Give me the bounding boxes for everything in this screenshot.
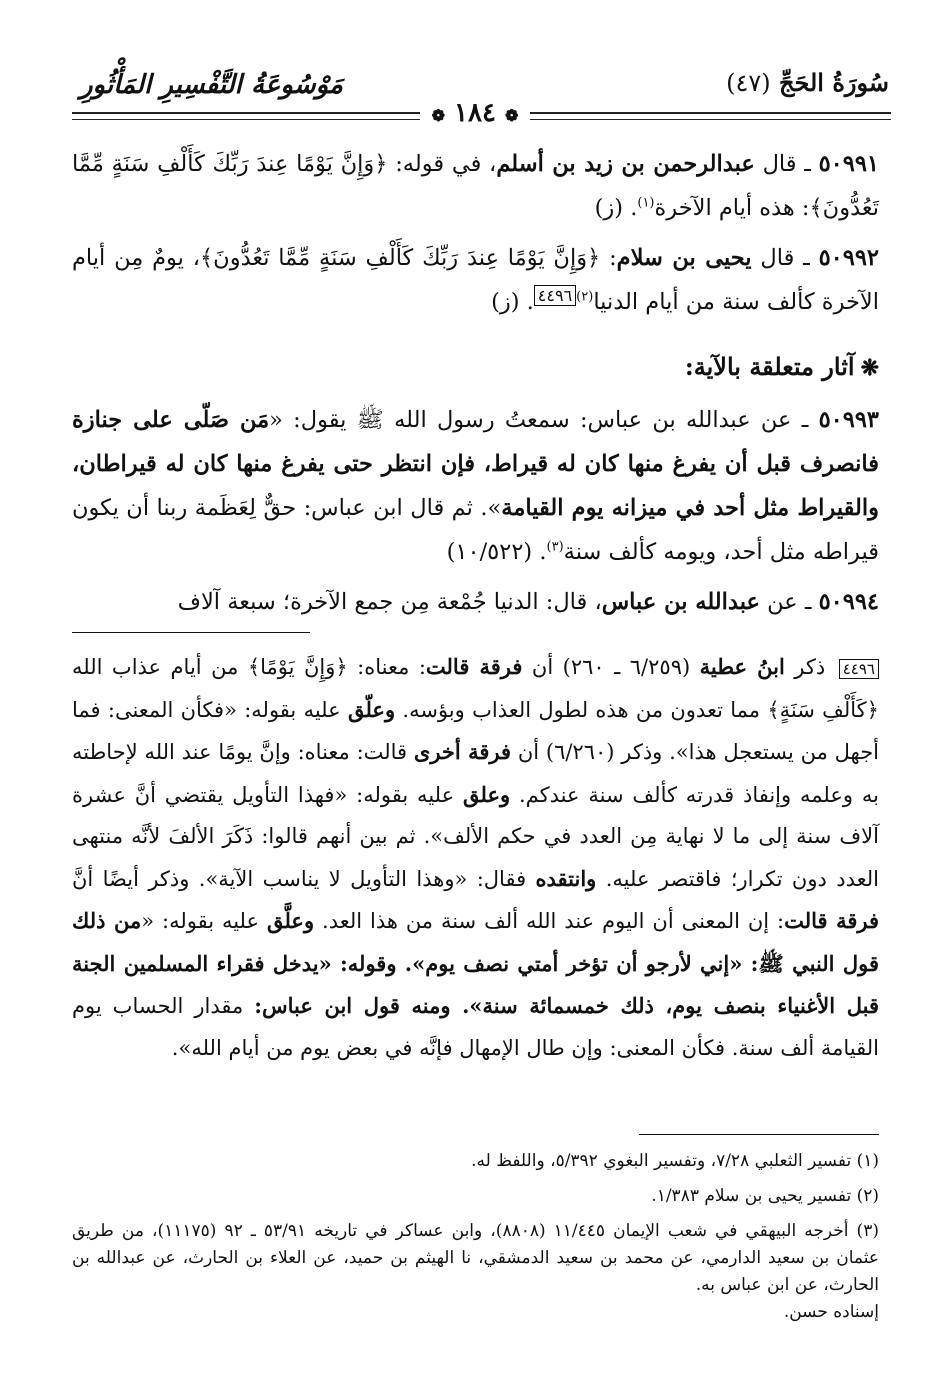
- commentary-note: [72, 646, 879, 1069]
- book-title: مَوْسُوعَةُ التَّفْسِيرِ المَأْثُورِ: [80, 70, 343, 100]
- quran-verse: ﴿وَإِنَّ يَوْمًا﴾: [247, 655, 348, 679]
- narrator-name: عبدالرحمن بن زيد بن أسلم: [496, 151, 755, 177]
- ornament-icon: ❁: [431, 106, 445, 125]
- page-number: ١٨٤: [454, 98, 496, 128]
- note-text: عليه بقوله: «فهذا التأويل يقتضي أنَّ عشرة آلاف سنة إلى ما لا نهاية مِن العدد في حكم الألف». ثم بين أنهم قالوا: ذَكَرَ الألفَ لأنَّه منتهى العدد دون تكرار؛ فاقتصر عليه.: [72, 782, 879, 891]
- flower-ornament-icon: ❋: [860, 355, 879, 381]
- note-bold: وعلق: [463, 781, 511, 807]
- note-bold: فرقة قالت: [784, 908, 879, 933]
- quran-verse: ﴿كَأَلْفِ سَنَةٍ﴾: [767, 697, 879, 722]
- note-bold: وعلَّق: [266, 908, 315, 933]
- note-text: : إن المعنى أن اليوم عند الله ألف سنة من هذا العد.: [322, 909, 785, 933]
- entry-text: ، في قوله:: [395, 151, 497, 177]
- entry-text: :: [609, 245, 617, 271]
- surah-name: سُورَةُ الحَجِّ: [779, 68, 889, 97]
- footnote-3-grading: إسناده حسن.: [783, 1302, 879, 1322]
- surah-number: (٤٧): [726, 69, 771, 97]
- note-bold: وانتقده: [535, 865, 597, 891]
- note-bold: من ذلك قول النبي ﷺ: «إني لأرجو أن تؤخر أمتي نصف يوم». وقوله: «يدخل فقراء المسلمين الجنة قبل الأغنياء بنصف يوم، ذلك خمسمائة سنة». ومنه قول ابن عباس:: [72, 908, 879, 1018]
- source-tag: . (١٠/٥٢٢): [446, 539, 547, 565]
- note-text: فقال: «وهذا التأويل لا يناسب الآية». وذكر أيضًا أنَّ: [72, 866, 527, 891]
- footnote-2: (٢) تفسير يحيى بن سلام ١/٣٨٣.: [651, 1186, 879, 1206]
- note-bold: ابنُ عطية: [699, 654, 785, 679]
- entry-intro: ـ عن عبدالله بن عباس: سمعتُ رسول الله ﷺ يقول: «: [269, 407, 809, 433]
- entry-text: ، يومٌ مِن أيام الآخرة كألف سنة من أيام الدنيا: [72, 245, 879, 315]
- entry-number: ٥٠٩٩١: [818, 151, 880, 177]
- narrator-name: عبدالله بن عباس: [601, 589, 760, 615]
- entry-50992: [72, 236, 879, 324]
- note-text: ».: [171, 1035, 192, 1060]
- footnote-3: (٣) أخرجه البيهقي في شعب الإيمان ١١/٤٤٥ (٨٨٠٨)، وابن عساكر في تاريخه ٥٣/٩١ ـ ٩٢ (١١١٧٥)، من طريق عثمان بن سعيد الدارمي، عن محمد بن سعيد الدمشقي، نا الهيثم بن حميد، عن العلاء بن الحارث، عن عبدالله بن الحارث، عن ابن عباس به.: [72, 1221, 879, 1295]
- note-separator: [72, 632, 310, 633]
- entry-number: ٥٠٩٩٤: [818, 589, 879, 615]
- ornament-icon: ❁: [505, 106, 519, 125]
- note-text: قالت: معناه: وإنَّ يومًا عند الله لإحاطته به وعلمه وإنفاذ قدرته كألف سنة عندكم.: [72, 740, 879, 807]
- cross-reference-box[interactable]: ٤٤٩٦: [534, 285, 576, 306]
- hadith-text: مَن صَلّى على جنازة فانصرف قبل أن يفرغ منها كان له قيراط، فإن انتظر حتى يفرغ منها كان له قيراطان، والقيراط مثل أحد في ميزانه يوم القيامة: [72, 407, 879, 521]
- section-heading: [685, 352, 879, 381]
- entry-50994: [72, 580, 879, 624]
- source-tag: . (ز): [594, 195, 638, 221]
- footnote-marker[interactable]: (٣): [546, 539, 564, 555]
- note-text: (٦/٢٥٩ ـ ٢٦٠) أن: [531, 655, 691, 679]
- footnote-1: (١) تفسير الثعلبي ٧/٢٨، وتفسير البغوي ٥/٣٩٢، واللفظ له.: [471, 1151, 879, 1171]
- section-heading-text: آثار متعلقة بالآية:: [684, 352, 855, 381]
- quran-verse: ﴿وَإِنَّ يَوْمًا عِندَ رَبِّكَ كَأَلْفِ سَنَةٍ مِّمَّا تَعُدُّونَ﴾: [72, 151, 879, 221]
- entry-intro: ـ قال: [760, 245, 810, 271]
- entry-intro: ـ عن: [767, 589, 812, 615]
- entry-50993: [72, 398, 879, 574]
- note-text: مقدار الحساب يوم القيامة ألف سنة. فكأن المعنى: وإن طال الإمهال فإنَّه في بعض يوم من أيام الله: [72, 994, 879, 1060]
- entry-text: ». ثم قال ابن عباس: حقٌّ لِعَظَمة ربنا أن يكون قيراطه مثل أحد، ويومه كألف سنة: [72, 495, 879, 565]
- note-bold: وعلّق: [347, 696, 396, 722]
- entry-number: ٥٠٩٩٣: [818, 407, 880, 433]
- footnote-separator: [639, 1134, 879, 1135]
- footnote-marker[interactable]: (١): [637, 195, 655, 211]
- note-text: من أيام عذاب الله: [72, 655, 239, 679]
- note-text: مما تعدون من هذه لطول العذاب وبؤسه.: [402, 697, 761, 722]
- entry-intro: ـ قال: [762, 151, 811, 177]
- narrator-name: يحيى بن سلام: [616, 245, 752, 271]
- note-text: عليه بقوله: «: [141, 909, 260, 933]
- entry-number: ٥٠٩٩٢: [818, 245, 880, 271]
- entry-text: ، قال: الدنيا جُمْعة مِن جمع الآخرة؛ سبعة آلاف: [177, 589, 602, 615]
- note-text: : معناه:: [357, 655, 426, 679]
- note-text: عليه بقوله: «فكأن المعنى: فما أجهل من يستعجل هذا». وذكر (٦/٢٦٠) أن: [72, 697, 880, 764]
- footnote-marker[interactable]: (٢): [576, 289, 594, 305]
- note-text: ذكر: [794, 655, 826, 679]
- page-number-box: [420, 98, 530, 128]
- entry-text: : هذه أيام الآخرة: [654, 195, 810, 221]
- source-tag: . (ز): [491, 289, 534, 315]
- note-bold: فرقة أخرى: [413, 739, 512, 764]
- entry-50991: [72, 142, 879, 230]
- note-bold: فرقة قالت: [425, 654, 523, 679]
- cross-reference-box[interactable]: ٤٤٩٦: [839, 659, 879, 679]
- quran-verse: ﴿وَإِنَّ يَوْمًا عِندَ رَبِّكَ كَأَلْفِ سَنَةٍ مِّمَّا تَعُدُّونَ﴾: [200, 245, 601, 271]
- running-header-surah: [726, 68, 889, 97]
